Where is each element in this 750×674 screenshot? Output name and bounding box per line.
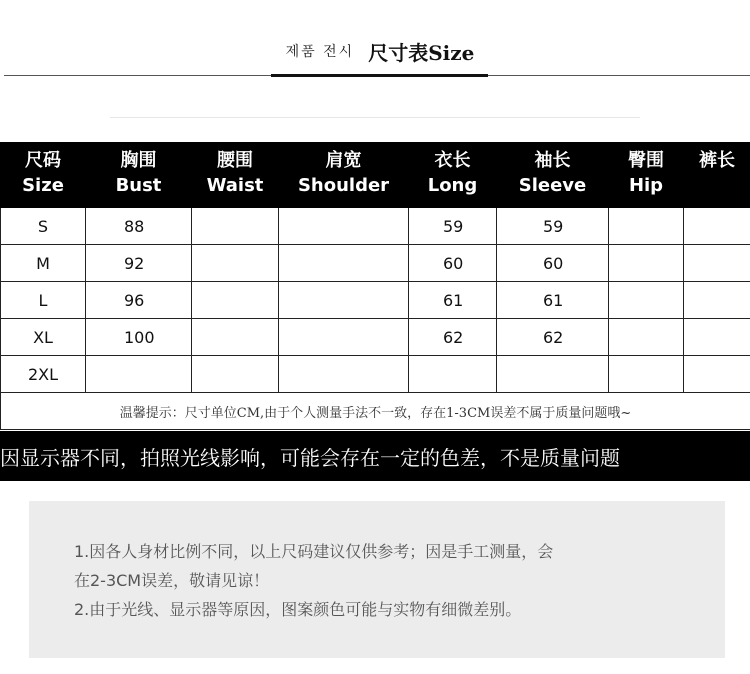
cell-shoulder [279, 319, 409, 356]
header-underline [271, 74, 488, 77]
cell-hip [609, 319, 684, 356]
table-row [1, 282, 750, 319]
note-line: 在2-3CM误差，敬请见谅！ [74, 571, 270, 590]
cell-bust: 96 [86, 282, 192, 319]
table-row [1, 356, 750, 393]
cell-shoulder [279, 356, 409, 393]
cell-waist [192, 356, 279, 393]
cell-bust [86, 356, 192, 393]
column-header-pants: 裤长 [684, 143, 750, 208]
column-header-long: 衣长 Long [409, 143, 497, 208]
cell-size: XL [1, 319, 86, 356]
cell-waist [192, 245, 279, 282]
cell-sleeve [497, 356, 609, 393]
cell-pants [684, 208, 750, 245]
note-line: 1.因各人身材比例不同，以上尺码建议仅供参考；因是手工测量，会 [74, 542, 554, 561]
table-note-row [1, 393, 750, 430]
column-header-waist: 腰围 Waist [192, 143, 279, 208]
table-row [1, 319, 750, 356]
cell-hip [609, 282, 684, 319]
cell-sleeve: 62 [497, 319, 609, 356]
cell-sleeve: 61 [497, 282, 609, 319]
cell-pants [684, 356, 750, 393]
column-header-bust: 胸围 Bust [86, 143, 192, 208]
cell-waist [192, 282, 279, 319]
header-title: 尺寸表Size [368, 40, 475, 65]
table-row [1, 245, 750, 282]
column-header-size: 尺码 Size [1, 143, 86, 208]
cell-pants [684, 245, 750, 282]
column-header-hip: 臀围 Hip [609, 143, 684, 208]
cell-shoulder [279, 208, 409, 245]
cell-long: 61 [409, 282, 497, 319]
table-row [1, 208, 750, 245]
column-header-shoulder: 肩宽 Shoulder [279, 143, 409, 208]
cell-pants [684, 282, 750, 319]
cell-long: 59 [409, 208, 497, 245]
cell-bust: 88 [86, 208, 192, 245]
notes-box [29, 501, 725, 658]
cell-pants [684, 319, 750, 356]
notes-list [74, 537, 714, 624]
cell-size: S [1, 208, 86, 245]
cell-long: 60 [409, 245, 497, 282]
cell-hip [609, 245, 684, 282]
section-divider [110, 117, 640, 118]
cell-size: L [1, 282, 86, 319]
measurement-note: 温馨提示：尺寸单位CM,由于个人测量手法不一致，存在1-3CM误差不属于质量问题哦~ [1, 393, 750, 430]
cell-sleeve: 60 [497, 245, 609, 282]
cell-bust: 100 [86, 319, 192, 356]
cell-long [409, 356, 497, 393]
cell-sleeve: 59 [497, 208, 609, 245]
cell-long: 62 [409, 319, 497, 356]
cell-bust: 92 [86, 245, 192, 282]
cell-waist [192, 319, 279, 356]
cell-shoulder [279, 245, 409, 282]
table-header-row [1, 143, 750, 208]
cell-hip [609, 356, 684, 393]
page-header [270, 34, 490, 68]
color-disclaimer-banner: 因显示器不同，拍照光线影响，可能会存在一定的色差，不是质量问题 [0, 431, 750, 481]
header-prefix: 제품 전시 [285, 44, 355, 60]
cell-size: 2XL [1, 356, 86, 393]
cell-size: M [1, 245, 86, 282]
cell-shoulder [279, 282, 409, 319]
note-line: 2.由于光线、显示器等原因，图案颜色可能与实物有细微差别。 [74, 600, 522, 619]
cell-waist [192, 208, 279, 245]
cell-hip [609, 208, 684, 245]
size-table [0, 142, 750, 430]
column-header-sleeve: 袖长 Sleeve [497, 143, 609, 208]
